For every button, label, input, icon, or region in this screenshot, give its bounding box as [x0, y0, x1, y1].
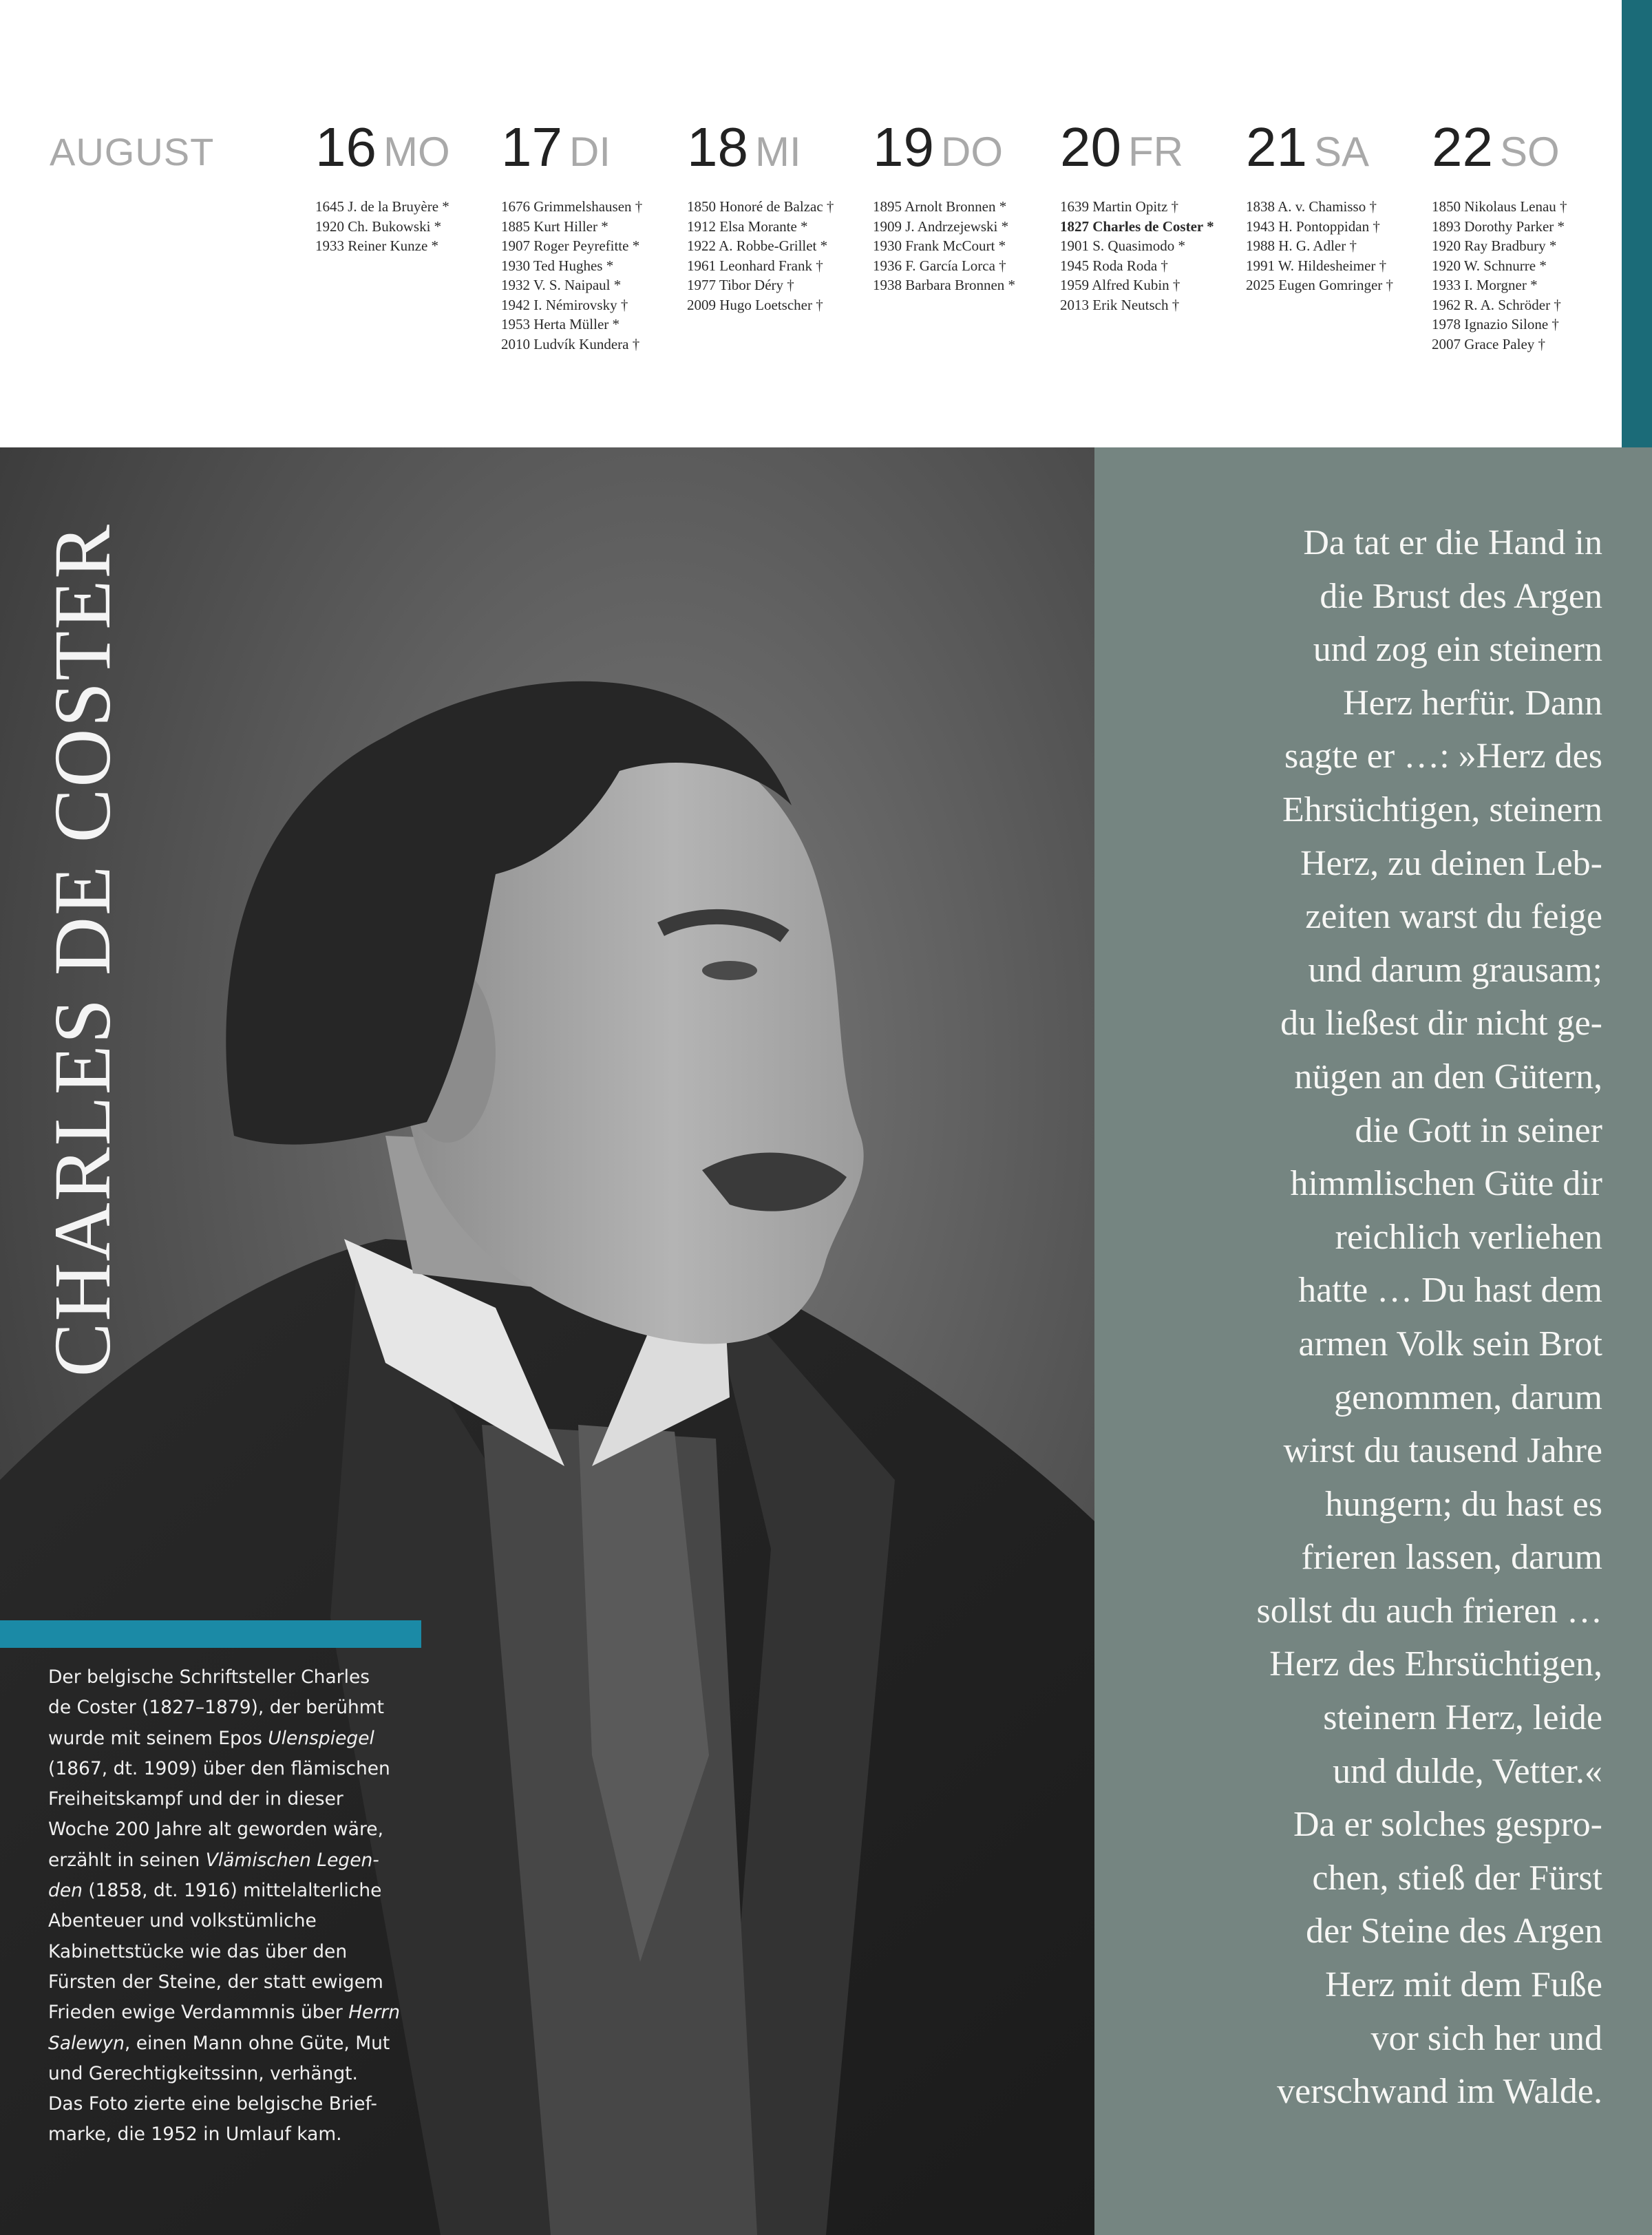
caption-italic-text: Ulenspiegel — [268, 1727, 374, 1749]
caption-text: Kabinettstücke wie das über den — [48, 1940, 348, 1962]
quote-line: Herz des Ehrsüchtigen, — [1269, 1644, 1602, 1684]
day-column — [315, 116, 496, 256]
portrait-photo — [0, 447, 1094, 2235]
anniversary-entry: 2025 Eugen Gomringer † — [1246, 277, 1394, 293]
day-number: 16 — [315, 116, 377, 178]
photo-caption — [48, 1662, 434, 2150]
anniversary-entry: 1961 Leonhard Frank † — [687, 257, 823, 274]
anniversary-list — [687, 197, 867, 315]
anniversary-entry: 1909 J. Andrzejewski * — [873, 218, 1009, 235]
anniversary-entry: 1885 Kurt Hiller * — [501, 218, 608, 235]
anniversary-entry: 1850 Honoré de Balzac † — [687, 198, 834, 215]
anniversary-entry: 1895 Arnolt Bronnen * — [873, 198, 1007, 215]
caption-text: Freiheitskampf und der in dieser — [48, 1788, 343, 1810]
quote-line: Ehrsüchtigen, steinern — [1282, 790, 1602, 829]
caption-italic-text: Salewyn — [48, 2032, 125, 2054]
caption-line — [48, 2089, 434, 2119]
weekday-name: SO — [1499, 129, 1560, 175]
quote-line: zeiten warst du feige — [1305, 897, 1602, 937]
anniversary-list — [501, 197, 681, 354]
anniversary-entry: 1920 W. Schnurre * — [1432, 257, 1547, 274]
day-header — [687, 116, 867, 184]
anniversary-entry: 1930 Ted Hughes * — [501, 257, 614, 274]
anniversary-entry: 2013 Erik Neutsch † — [1060, 296, 1180, 313]
feature-title: CHARLES DE COSTER — [37, 523, 127, 1377]
caption-line — [48, 1845, 434, 1876]
caption-line — [48, 1814, 434, 1845]
anniversary-list — [1432, 197, 1612, 354]
anniversary-list — [315, 197, 496, 256]
anniversary-list — [873, 197, 1053, 295]
quote-line: sollst du auch frieren … — [1256, 1591, 1602, 1631]
weekday-name: MI — [754, 129, 801, 175]
day-number: 18 — [687, 116, 748, 178]
day-column — [501, 116, 681, 354]
caption-line — [48, 2029, 434, 2059]
weekday-name: MO — [383, 129, 450, 175]
caption-line — [48, 1724, 434, 1754]
anniversary-entry: 1901 S. Quasimodo * — [1060, 237, 1186, 254]
quote-line: die Brust des Argen — [1320, 576, 1602, 616]
anniversary-entry: 2007 Grace Paley † — [1432, 335, 1546, 352]
anniversary-entry: 1977 Tibor Déry † — [687, 277, 794, 293]
calendar-header — [0, 0, 1652, 447]
day-header — [501, 116, 681, 184]
anniversary-entry: 1850 Nikolaus Lenau † — [1432, 198, 1567, 215]
anniversary-entry: 1893 Dorothy Parker * — [1432, 218, 1565, 235]
caption-text: de Coster (1827–1879), der berühmt — [48, 1697, 384, 1719]
anniversary-list — [1060, 197, 1240, 315]
quote-line: nügen an den Gütern, — [1294, 1057, 1602, 1097]
quote-line: armen Volk sein Brot — [1298, 1324, 1602, 1364]
anniversary-entry: 1676 Grimmelshausen † — [501, 198, 643, 215]
caption-line — [48, 2119, 434, 2150]
anniversary-entry: 1907 Roger Peyrefitte * — [501, 237, 640, 254]
quote-line: hatte … Du hast dem — [1298, 1271, 1602, 1311]
anniversary-entry: 1933 I. Morgner * — [1432, 277, 1538, 293]
weekday-name: FR — [1127, 129, 1183, 175]
anniversary-entry: 1942 I. Némirovsky † — [501, 296, 628, 313]
day-column — [1432, 116, 1612, 354]
anniversary-list — [1246, 197, 1426, 295]
anniversary-entry: 1962 R. A. Schröder † — [1432, 296, 1561, 313]
caption-line — [48, 1967, 434, 1998]
day-number: 19 — [873, 116, 934, 178]
anniversary-entry: 1959 Alfred Kubin † — [1060, 277, 1180, 293]
caption-line — [48, 2059, 434, 2089]
quote-line: hungern; du hast es — [1325, 1484, 1602, 1524]
anniversary-entry: 1991 W. Hildesheimer † — [1246, 257, 1387, 274]
day-header — [1432, 116, 1612, 184]
caption-text: Der belgische Schriftsteller Charles — [48, 1666, 370, 1688]
anniversary-entry: 1988 H. G. Adler † — [1246, 237, 1357, 254]
caption-italic-text: Herrn — [348, 2002, 401, 2024]
month-label: AUGUST — [50, 130, 215, 173]
anniversary-entry: 1938 Barbara Bronnen * — [873, 277, 1016, 293]
day-header — [1060, 116, 1240, 184]
quote-line: die Gott in seiner — [1355, 1110, 1602, 1150]
caption-text: und Gerechtigkeitssinn, verhängt. — [48, 2062, 358, 2084]
quote-line: Da tat er die Hand in — [1303, 523, 1602, 562]
anniversary-entry: 1645 J. de la Bruyère * — [315, 198, 449, 215]
day-number: 22 — [1432, 116, 1493, 178]
teal-edge-strip — [1622, 0, 1652, 447]
quote-panel — [1094, 447, 1652, 2235]
caption-line — [48, 1754, 434, 1784]
weekday-name: DI — [569, 129, 611, 175]
caption-line — [48, 1693, 434, 1723]
quote-line: genommen, darum — [1334, 1377, 1602, 1417]
caption-line — [48, 1662, 434, 1693]
quote-line: sagte er …: »Herz des — [1284, 737, 1602, 776]
day-number: 20 — [1060, 116, 1121, 178]
caption-text: Frieden ewige Verdammnis über — [48, 2002, 349, 2024]
caption-text: (1867, dt. 1909) über den flämischen — [48, 1757, 390, 1779]
caption-text: erzählt in seinen — [48, 1849, 206, 1871]
day-column — [873, 116, 1053, 295]
day-column — [1246, 116, 1426, 295]
anniversary-entry: 1920 Ch. Bukowski * — [315, 218, 442, 235]
quote-line: verschwand im Walde. — [1277, 2072, 1602, 2112]
caption-line — [48, 1998, 434, 2028]
caption-text: Woche 200 Jahre alt geworden wäre, — [48, 1819, 384, 1841]
day-number: 17 — [501, 116, 562, 178]
anniversary-entry: 1953 Herta Müller * — [501, 316, 620, 332]
caption-line — [48, 1876, 434, 1906]
feature-area — [0, 447, 1652, 2235]
caption-text: Fürsten der Steine, der statt ewigem — [48, 1971, 383, 1993]
anniversary-entry: 1945 Roda Roda † — [1060, 257, 1168, 274]
weekday-name: SA — [1313, 129, 1370, 175]
caption-text: Abenteuer und volkstümliche — [48, 1910, 317, 1932]
anniversary-entry: 1639 Martin Opitz † — [1060, 198, 1179, 215]
anniversary-entry: 1922 A. Robbe-Grillet * — [687, 237, 828, 254]
quote-line: reichlich verliehen — [1335, 1217, 1602, 1257]
anniversary-entry: 1978 Ignazio Silone † — [1432, 316, 1559, 332]
caption-text: , einen Mann ohne Güte, Mut — [124, 2032, 390, 2054]
anniversary-entry: 2009 Hugo Loetscher † — [687, 296, 823, 313]
quote-line: und dulde, Vetter.« — [1333, 1751, 1602, 1791]
day-column — [1060, 116, 1240, 315]
anniversary-entry: 1930 Frank McCourt * — [873, 237, 1006, 254]
quote-line: der Steine des Argen — [1306, 1911, 1602, 1951]
anniversary-entry: 1936 F. García Lorca † — [873, 257, 1006, 274]
caption-text: wurde mit seinem Epos — [48, 1727, 268, 1749]
quote-line: du ließest dir nicht ge- — [1280, 1004, 1602, 1044]
caption-text: marke, die 1952 in Umlauf kam. — [48, 2123, 342, 2146]
caption-accent-bar — [0, 1620, 421, 1648]
quote-line: steinern Herz, leide — [1323, 1698, 1602, 1738]
quote-line: vor sich her und — [1370, 2018, 1602, 2058]
quote-line: und darum grausam; — [1308, 950, 1602, 990]
caption-text: (1858, dt. 1916) mittelalterliche — [82, 1880, 382, 1902]
legend-quote — [1107, 516, 1602, 2119]
caption-italic-text: den — [48, 1880, 83, 1902]
day-number: 21 — [1246, 116, 1307, 178]
quote-line: Herz mit dem Fuße — [1325, 1965, 1602, 2005]
quote-line: frieren lassen, darum — [1301, 1538, 1602, 1578]
anniversary-entry: 1932 V. S. Naipaul * — [501, 277, 622, 293]
day-header — [1246, 116, 1426, 184]
quote-line: Herz herfür. Dann — [1343, 683, 1602, 723]
quote-line: und zog ein steinern — [1313, 630, 1602, 670]
anniversary-entry: 2010 Ludvík Kundera † — [501, 335, 640, 352]
quote-line: wirst du tausend Jahre — [1283, 1431, 1602, 1471]
day-header — [315, 116, 496, 184]
caption-text: Das Foto zierte eine belgische Brief- — [48, 2093, 377, 2115]
quote-line: Herz, zu deinen Leb- — [1300, 843, 1602, 883]
anniversary-entry: 1827 Charles de Coster * — [1060, 218, 1214, 235]
anniversary-entry: 1943 H. Pontoppidan † — [1246, 218, 1380, 235]
anniversary-entry: 1912 Elsa Morante * — [687, 218, 808, 235]
caption-line — [48, 1906, 434, 1936]
anniversary-entry: 1838 A. v. Chamisso † — [1246, 198, 1377, 215]
day-header — [873, 116, 1053, 184]
quote-line: himmlischen Güte dir — [1290, 1164, 1602, 1204]
day-column — [687, 116, 867, 315]
anniversary-entry: 1933 Reiner Kunze * — [315, 237, 439, 254]
caption-italic-text: Vlämischen Legen- — [205, 1849, 379, 1871]
quote-line: Da er solches gespro- — [1293, 1805, 1602, 1845]
caption-line — [48, 1937, 434, 1967]
weekday-name: DO — [940, 129, 1003, 175]
anniversary-entry: 1920 Ray Bradbury * — [1432, 237, 1557, 254]
caption-line — [48, 1784, 434, 1814]
quote-line: chen, stieß der Fürst — [1312, 1858, 1602, 1898]
